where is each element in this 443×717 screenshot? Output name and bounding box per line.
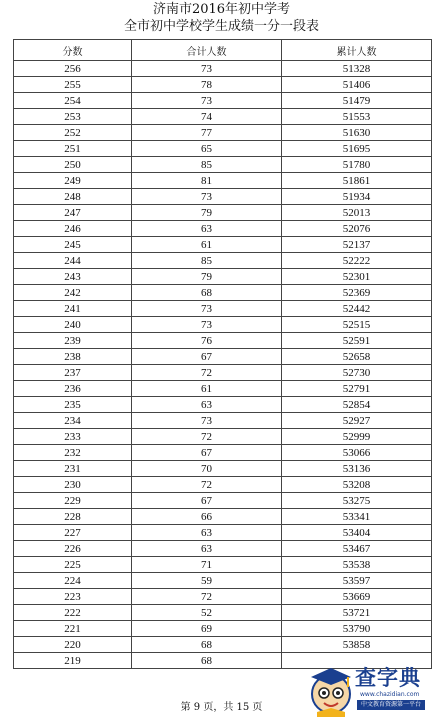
cumulative-cell: 52442 [282,301,432,317]
cumulative-cell: 53790 [282,621,432,637]
table-row [14,253,432,269]
score-cell: 225 [14,557,132,573]
score-cell: 234 [14,413,132,429]
cumulative-cell: 52515 [282,317,432,333]
count-cell: 72 [132,365,282,381]
table-body [14,61,432,669]
table-row [14,269,432,285]
count-cell: 85 [132,253,282,269]
cumulative-cell: 53597 [282,573,432,589]
score-cell: 252 [14,125,132,141]
table-row [14,365,432,381]
score-cell: 228 [14,509,132,525]
score-cell: 256 [14,61,132,77]
cumulative-cell: 52013 [282,205,432,221]
table-row [14,397,432,413]
score-cell: 231 [14,461,132,477]
count-cell: 71 [132,557,282,573]
header-score: 分数 [14,40,132,61]
table-header-row [14,40,432,61]
table-row [14,205,432,221]
cumulative-cell: 53275 [282,493,432,509]
cumulative-cell: 53066 [282,445,432,461]
count-cell: 65 [132,141,282,157]
cumulative-cell: 51861 [282,173,432,189]
table-row [14,333,432,349]
score-cell: 222 [14,605,132,621]
table-row [14,621,432,637]
score-cell: 248 [14,189,132,205]
cumulative-cell: 52730 [282,365,432,381]
table-row [14,141,432,157]
count-cell: 73 [132,317,282,333]
cumulative-cell: 53721 [282,605,432,621]
header-count: 合计人数 [132,40,282,61]
count-cell: 66 [132,509,282,525]
score-cell: 243 [14,269,132,285]
score-cell: 224 [14,573,132,589]
cumulative-cell: 52791 [282,381,432,397]
score-cell: 253 [14,109,132,125]
cumulative-cell: 52927 [282,413,432,429]
score-cell: 232 [14,445,132,461]
score-cell: 249 [14,173,132,189]
table-row [14,429,432,445]
score-cell: 230 [14,477,132,493]
cumulative-cell: 53669 [282,589,432,605]
cumulative-cell: 51630 [282,125,432,141]
cumulative-cell: 53136 [282,461,432,477]
score-cell: 236 [14,381,132,397]
cumulative-cell: 52222 [282,253,432,269]
cumulative-cell: 51553 [282,109,432,125]
cumulative-cell: 52658 [282,349,432,365]
cumulative-cell: 52137 [282,237,432,253]
table-row [14,541,432,557]
cumulative-cell: 52999 [282,429,432,445]
table-row [14,317,432,333]
document-title: 济南市2016年初中学考 [152,2,291,17]
score-cell: 233 [14,429,132,445]
score-cell: 226 [14,541,132,557]
count-cell: 73 [132,301,282,317]
table-row [14,477,432,493]
count-cell: 61 [132,381,282,397]
count-cell: 73 [132,93,282,109]
score-cell: 254 [14,93,132,109]
count-cell: 63 [132,397,282,413]
count-cell: 72 [132,589,282,605]
score-distribution-table [13,39,432,669]
table-row [14,461,432,477]
cumulative-cell: 51406 [282,77,432,93]
count-cell: 61 [132,237,282,253]
score-cell: 235 [14,397,132,413]
cumulative-cell: 53341 [282,509,432,525]
watermark-logo [305,664,441,717]
document-subtitle: 全市初中学校学生成绩一分一段表 [123,19,319,34]
table-row [14,61,432,77]
count-cell: 85 [132,157,282,173]
cumulative-cell: 51695 [282,141,432,157]
count-cell: 72 [132,429,282,445]
page-footer: 第 9 页，共 15 页 [180,702,263,713]
score-cell: 227 [14,525,132,541]
table-row [14,173,432,189]
table-row [14,573,432,589]
score-cell: 247 [14,205,132,221]
table-row [14,157,432,173]
cumulative-cell: 53858 [282,637,432,653]
count-cell: 67 [132,493,282,509]
score-cell: 238 [14,349,132,365]
count-cell: 67 [132,445,282,461]
score-cell: 239 [14,333,132,349]
cumulative-cell: 51780 [282,157,432,173]
score-cell: 241 [14,301,132,317]
score-cell: 244 [14,253,132,269]
count-cell: 63 [132,525,282,541]
table-row [14,589,432,605]
cumulative-cell: 51328 [282,61,432,77]
score-cell: 255 [14,77,132,93]
score-cell: 245 [14,237,132,253]
cumulative-cell: 53208 [282,477,432,493]
cumulative-cell: 52369 [282,285,432,301]
table-row [14,605,432,621]
score-cell: 250 [14,157,132,173]
count-cell: 52 [132,605,282,621]
count-cell: 68 [132,285,282,301]
score-cell: 229 [14,493,132,509]
cumulative-cell: 53538 [282,557,432,573]
count-cell: 73 [132,61,282,77]
count-cell: 63 [132,221,282,237]
table-row [14,77,432,93]
cumulative-cell: 52591 [282,333,432,349]
score-cell: 242 [14,285,132,301]
table-row [14,109,432,125]
cumulative-cell: 52301 [282,269,432,285]
score-cell: 251 [14,141,132,157]
count-cell: 68 [132,653,282,669]
score-cell: 219 [14,653,132,669]
table-row [14,349,432,365]
count-cell: 79 [132,269,282,285]
count-cell: 67 [132,349,282,365]
count-cell: 72 [132,477,282,493]
count-cell: 68 [132,637,282,653]
cartoon-student-icon [307,664,355,717]
table-row [14,557,432,573]
table-row [14,93,432,109]
count-cell: 76 [132,333,282,349]
table-row [14,445,432,461]
cumulative-cell: 51479 [282,93,432,109]
count-cell: 69 [132,621,282,637]
cumulative-cell: 52854 [282,397,432,413]
count-cell: 73 [132,413,282,429]
cumulative-cell: 52076 [282,221,432,237]
count-cell: 63 [132,541,282,557]
watermark-url: www.chazidian.com [360,691,420,698]
score-cell: 221 [14,621,132,637]
count-cell: 78 [132,77,282,93]
table-row [14,509,432,525]
watermark-title: 查字典 [355,666,421,690]
table-row [14,125,432,141]
score-cell: 246 [14,221,132,237]
count-cell: 77 [132,125,282,141]
count-cell: 73 [132,189,282,205]
table-row [14,525,432,541]
score-cell: 220 [14,637,132,653]
table-row [14,413,432,429]
table-row [14,189,432,205]
score-cell: 240 [14,317,132,333]
score-cell: 237 [14,365,132,381]
table-row [14,237,432,253]
table-row [14,493,432,509]
count-cell: 74 [132,109,282,125]
table-row [14,381,432,397]
cumulative-cell: 51934 [282,189,432,205]
table-row [14,301,432,317]
count-cell: 59 [132,573,282,589]
cumulative-cell: 53467 [282,541,432,557]
count-cell: 70 [132,461,282,477]
score-cell: 223 [14,589,132,605]
table-row [14,221,432,237]
watermark-tagline: 中文教育资源第一平台 [357,700,425,710]
count-cell: 81 [132,173,282,189]
table-row [14,285,432,301]
count-cell: 79 [132,205,282,221]
cumulative-cell: 53404 [282,525,432,541]
header-cumulative: 累计人数 [282,40,432,61]
table-row [14,637,432,653]
